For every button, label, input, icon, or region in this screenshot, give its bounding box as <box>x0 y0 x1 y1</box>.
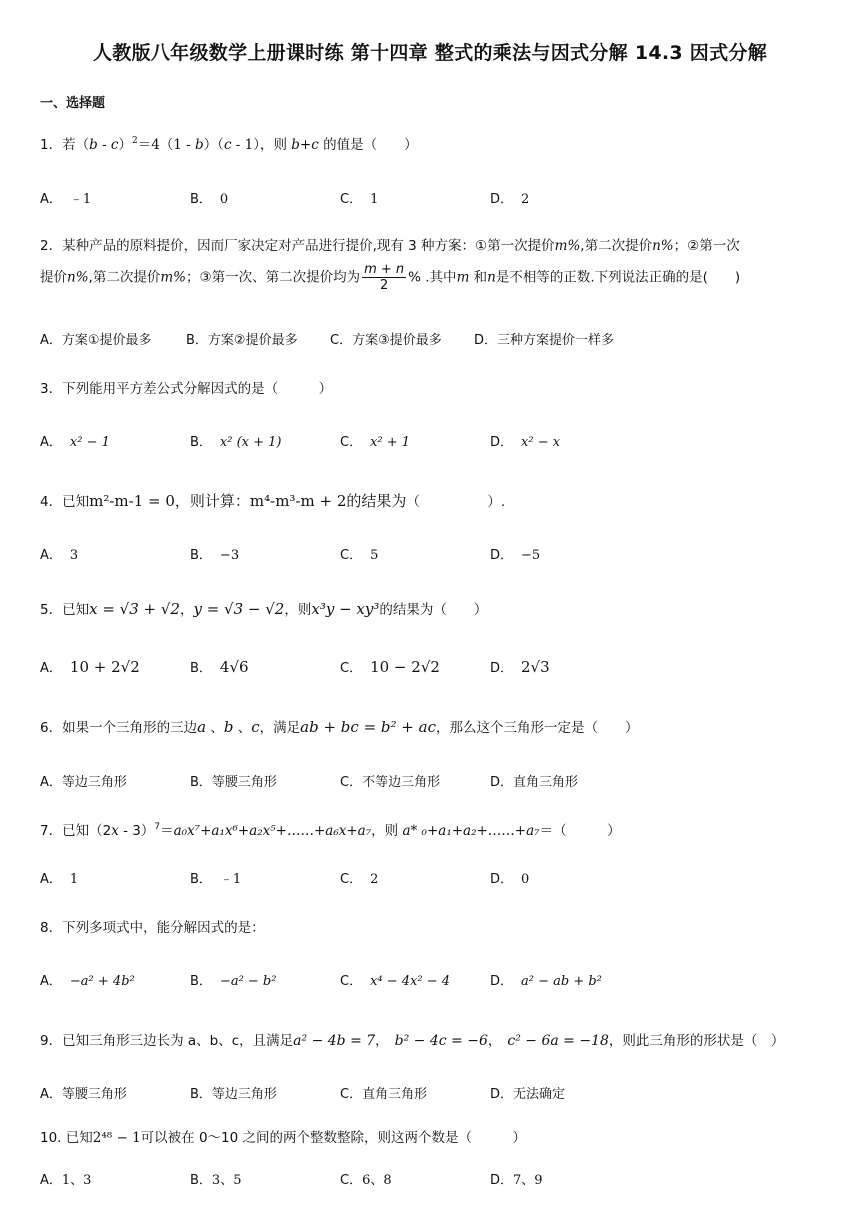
option-value: 2√3 <box>521 658 550 676</box>
q1-text: - <box>97 137 111 153</box>
option-label: D． <box>490 775 514 790</box>
option-value: 0 <box>219 192 229 207</box>
q2-var: n <box>487 269 496 286</box>
option-b[interactable] <box>190 771 277 790</box>
question-7 <box>40 819 621 839</box>
option-label: A． <box>40 775 62 790</box>
option-value: ﹣1 <box>69 192 92 207</box>
option-label: D． <box>490 1087 514 1102</box>
option-c[interactable] <box>340 1083 427 1102</box>
option-label: D． <box>490 974 514 989</box>
question-3: 3．下列能用平方差公式分解因式的是（ ） <box>40 381 333 397</box>
option-a[interactable] <box>40 188 91 207</box>
option-label: A． <box>40 872 62 887</box>
q9-expression: a² − 4b = 7 <box>293 1033 376 1049</box>
option-d[interactable] <box>490 431 560 450</box>
option-label: D． <box>490 1173 514 1188</box>
q5-text: 5．已知 <box>40 602 90 618</box>
q1-var: b <box>195 137 204 153</box>
q1-text: ） <box>118 137 132 153</box>
option-label: A． <box>40 974 62 989</box>
q1-text: ＝4（1 - <box>137 137 196 153</box>
option-value: 等边三角形 <box>211 1087 277 1102</box>
option-value: ﹣1 <box>219 872 242 887</box>
q5-expression: y = √3 − √2 <box>193 600 285 618</box>
q1-expression: b+c <box>291 137 319 153</box>
option-b[interactable] <box>186 329 298 348</box>
option-value: x² + 1 <box>370 435 411 450</box>
q4-text: 4．已知 <box>40 494 90 510</box>
option-b[interactable] <box>190 544 239 563</box>
option-value: 直角三角形 <box>362 1087 428 1102</box>
q6-var: b <box>223 718 234 736</box>
option-value: x² − 1 <box>69 435 110 450</box>
q6-text: ，满足 <box>259 720 301 736</box>
option-d[interactable] <box>490 188 529 207</box>
option-label: D． <box>474 333 498 348</box>
option-label: A． <box>40 333 62 348</box>
page-title: 人教版八年级数学上册课时练 第十四章 整式的乘法与因式分解 14.3 因式分解 <box>92 42 768 64</box>
option-a[interactable] <box>40 1083 127 1102</box>
q7-expression: a* ₀+a₁+a₂+……+a₇ <box>402 823 540 839</box>
q2-text: 提价 <box>40 269 67 286</box>
q9-text: ， <box>375 1033 389 1049</box>
q9-text: ， <box>487 1033 502 1049</box>
option-a[interactable] <box>40 329 152 348</box>
q7-text: ＝（ ） <box>539 823 621 839</box>
option-d[interactable] <box>490 868 529 887</box>
question-9 <box>40 1029 784 1049</box>
option-c[interactable] <box>340 1169 392 1188</box>
q7-text: ＝ <box>160 823 174 839</box>
option-label: C． <box>340 548 363 563</box>
q2-var: n% <box>652 238 674 254</box>
option-label: D． <box>490 192 514 207</box>
option-c[interactable] <box>340 970 450 989</box>
option-a[interactable] <box>40 1169 91 1188</box>
option-label: C． <box>340 192 363 207</box>
q1-text: - 1），则 <box>231 137 292 153</box>
option-d[interactable] <box>490 657 550 676</box>
question-2 <box>40 234 740 254</box>
option-label: C． <box>340 1087 363 1102</box>
q2-text: 2．某种产品的原料提价，因而厂家决定对产品进行提价,现有 3 种方案：①第一次提价 <box>40 238 555 254</box>
option-label: D． <box>490 435 514 450</box>
question-8: 8．下列多项式中，能分解因式的是： <box>40 920 265 936</box>
q2-text: 和 <box>469 269 488 286</box>
q5-text: ，则 <box>284 602 312 618</box>
q9-expression: c² − 6a = −18 <box>507 1033 609 1049</box>
q5-expression: x = √3 + √2 <box>89 600 180 618</box>
q2-var: m% <box>160 269 186 286</box>
option-value: a² − ab + b² <box>521 974 602 989</box>
option-c[interactable] <box>330 329 442 348</box>
option-c[interactable] <box>340 771 440 790</box>
option-label: C． <box>340 872 363 887</box>
option-value: −5 <box>521 548 541 563</box>
question-4 <box>40 490 505 511</box>
option-a[interactable] <box>40 868 78 887</box>
q7-text: - 3） <box>118 823 155 839</box>
option-c[interactable] <box>340 431 410 450</box>
option-label: A． <box>40 192 62 207</box>
q1-text: 若（ <box>62 137 90 153</box>
option-a[interactable] <box>40 771 127 790</box>
option-value: 无法确定 <box>513 1087 566 1102</box>
option-label: A． <box>40 1087 62 1102</box>
option-b[interactable] <box>190 657 249 676</box>
q2-fraction <box>362 262 406 293</box>
q9-text: 9．已知三角形三边长为 a、b、c，且满足 <box>40 1033 294 1049</box>
q2-var: m% <box>554 238 581 254</box>
section-heading: 一、选择题 <box>40 96 106 111</box>
q10-text: 可以被在 0～10 之间的两个整数整除，则这两个数是（ ） <box>140 1130 527 1146</box>
option-label: B． <box>190 435 212 450</box>
option-value: 4√6 <box>219 658 249 676</box>
option-label: C． <box>340 435 363 450</box>
question-1 <box>40 136 418 153</box>
option-value: 0 <box>521 872 530 887</box>
q10-expression: 2⁴⁸ − 1 <box>92 1130 141 1146</box>
option-label: B． <box>190 775 212 790</box>
option-b[interactable] <box>190 1083 277 1102</box>
option-value: 3、5 <box>211 1173 242 1188</box>
q7-text: ，则 <box>371 823 403 839</box>
q2-text: ；③第一次、第二次提价均为 <box>185 269 361 286</box>
q2-text: ,第二次提价 <box>580 238 653 254</box>
q6-text: 、 <box>206 720 224 736</box>
q6-expression: ab + bc = b² + ac <box>300 718 436 736</box>
question-10 <box>40 1126 526 1146</box>
option-label: A． <box>40 548 62 563</box>
option-label: D． <box>490 872 514 887</box>
option-b[interactable] <box>190 188 228 207</box>
option-value: 三种方案提价一样多 <box>497 333 615 348</box>
question-2-line-2 <box>40 262 740 293</box>
option-d[interactable] <box>490 771 578 790</box>
option-a[interactable] <box>40 431 110 450</box>
option-c[interactable] <box>340 188 378 207</box>
q7-exponent: 7 <box>154 822 161 832</box>
q6-text: 、 <box>233 720 252 736</box>
option-label: D． <box>490 661 514 676</box>
option-label: B． <box>190 974 212 989</box>
option-value: 等边三角形 <box>61 775 127 790</box>
option-value: 5 <box>370 548 379 563</box>
q4-text: （ ）. <box>406 494 506 510</box>
option-label: B． <box>190 548 212 563</box>
option-label: B． <box>190 661 212 676</box>
option-c[interactable] <box>340 868 378 887</box>
option-value: −a² − b² <box>219 974 277 989</box>
q1-var: b <box>89 137 98 153</box>
option-value: 方案②提价最多 <box>207 333 298 348</box>
option-a[interactable] <box>40 544 78 563</box>
option-value: 7、9 <box>513 1173 543 1188</box>
q7-text: 7．已知（2 <box>40 823 112 839</box>
option-value: x² (x + 1) <box>219 435 282 450</box>
q2-text: % .其中 <box>408 269 457 286</box>
option-value: 不等边三角形 <box>362 775 441 790</box>
q1-var: c <box>110 137 119 153</box>
q10-text: 10. 已知 <box>40 1130 93 1146</box>
option-c[interactable] <box>340 544 378 563</box>
option-value: x² − x <box>521 435 561 450</box>
q2-text: ；②第一次 <box>673 238 740 254</box>
option-d[interactable] <box>490 970 602 989</box>
option-d[interactable] <box>490 1083 565 1102</box>
q4-expression: m²-m-1 = 0，则计算：m⁴-m³-m + 2的结果为 <box>89 492 407 510</box>
option-value: 方案③提价最多 <box>352 333 442 348</box>
option-value: 1 <box>370 192 379 207</box>
option-value: 10 − 2√2 <box>370 658 440 676</box>
q6-text: ，那么这个三角形一定是（ ） <box>435 720 639 736</box>
q6-text: 6．如果一个三角形的三边 <box>40 720 198 736</box>
q9-expression: b² − 4c = −6 <box>394 1033 488 1049</box>
option-label: C． <box>330 333 353 348</box>
option-a[interactable] <box>40 970 135 989</box>
option-label: B． <box>190 1173 212 1188</box>
option-value: 10 + 2√2 <box>69 658 140 676</box>
q1-text: 的值是（ ） <box>318 137 418 153</box>
fraction-numerator: m + n <box>364 262 405 277</box>
q7-var: x <box>111 823 119 839</box>
q2-var: n% <box>67 269 89 286</box>
option-label: A． <box>40 435 62 450</box>
option-d[interactable] <box>490 1169 543 1188</box>
q5-text: 的结果为（ ） <box>379 602 488 618</box>
option-value: 3 <box>69 548 79 563</box>
q6-var: c <box>251 718 260 736</box>
option-label: C． <box>340 1173 363 1188</box>
option-b[interactable] <box>190 970 276 989</box>
q7-expression: a₀x⁷+a₁x⁶+a₂x⁵+……+a₆x+a₇ <box>173 823 372 839</box>
q5-expression: x³y − xy³ <box>311 600 380 618</box>
question-6 <box>40 716 638 736</box>
option-label: B． <box>190 192 212 207</box>
option-label: D． <box>490 548 514 563</box>
option-value: 方案①提价最多 <box>61 333 152 348</box>
q1-text: ）（ <box>203 137 224 153</box>
q2-text: 是不相等的正数.下列说法正确的是( ) <box>495 269 741 286</box>
option-label: A． <box>40 661 62 676</box>
q2-var: m <box>456 269 470 286</box>
option-label: C． <box>340 974 363 989</box>
option-value: 等腰三角形 <box>211 775 277 790</box>
question-5 <box>40 598 487 618</box>
option-value: 2 <box>370 872 379 887</box>
option-value: x⁴ − 4x² − 4 <box>370 974 451 989</box>
option-value: −a² + 4b² <box>69 974 135 989</box>
option-label: B． <box>186 333 208 348</box>
option-value: 1 <box>69 872 79 887</box>
option-b[interactable] <box>190 1169 241 1188</box>
q2-text: ,第二次提价 <box>88 269 161 286</box>
option-a[interactable] <box>40 657 140 676</box>
option-label: B． <box>190 872 212 887</box>
option-value: 1、3 <box>61 1173 92 1188</box>
option-value: 2 <box>521 192 530 207</box>
q5-text: ， <box>179 602 194 618</box>
option-c[interactable] <box>340 657 440 676</box>
option-value: 直角三角形 <box>513 775 579 790</box>
q6-var: a <box>197 718 207 736</box>
option-label: C． <box>340 775 363 790</box>
option-label: B． <box>190 1087 212 1102</box>
option-label: C． <box>340 661 363 676</box>
option-value: −3 <box>219 548 240 563</box>
option-d[interactable] <box>490 544 540 563</box>
q9-text: ，则此三角形的形状是（ ） <box>608 1033 785 1049</box>
option-value: 等腰三角形 <box>61 1087 127 1102</box>
option-value: 6、8 <box>362 1173 392 1188</box>
option-label: A． <box>40 1173 62 1188</box>
q1-number: 1． <box>40 137 63 153</box>
option-b[interactable] <box>190 431 282 450</box>
fraction-denominator: 2 <box>379 278 389 293</box>
q1-var: c <box>223 137 232 153</box>
option-d[interactable] <box>474 329 614 348</box>
option-b[interactable] <box>190 868 241 887</box>
q1-exponent: 2 <box>131 136 138 146</box>
